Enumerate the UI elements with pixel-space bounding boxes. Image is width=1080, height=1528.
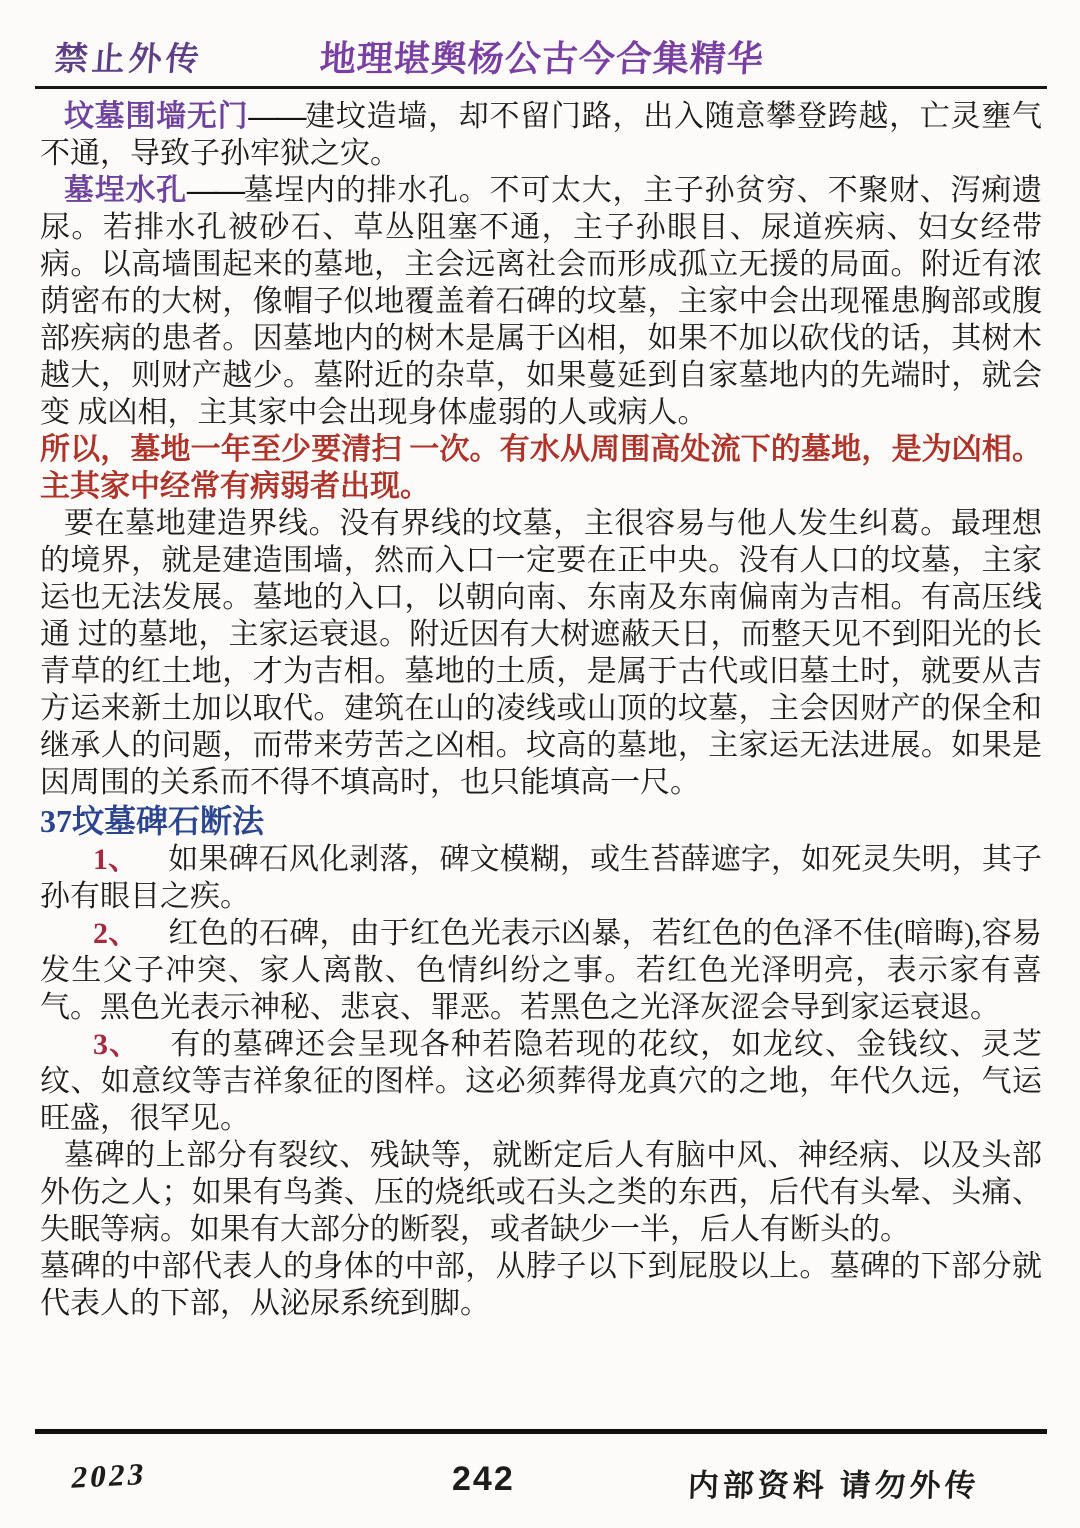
para-tomb-wall-text: 建坟造墙，却不留门路，出入随意攀登跨越，亡灵壅气不通，导致子孙牢狱之灾。: [40, 100, 1043, 170]
para-tombstone-upper: 墓碑的上部分有裂纹、残缺等，就断定后人有脑中风、神经病、以及头部外伤之人；如果有鸟粪、压的烧纸或石头之类的东西，后代有头晕、头痛、失眠等病。如果有大部分的断裂，或者缺少一半，后人有断头的。: [40, 1139, 1042, 1246]
item-number-2: 2、: [93, 917, 139, 950]
para-drain-hole-text: 墓埕内的排水孔。不可太大，主子孙贫穷、不聚财、泻痢遗尿。若排水孔被砂石、草丛阻塞不通，主子孙眼目、尿道疾病、妇女经带病。以高墙围起来的墓地，主会远离社会而形成孤立无援的局面。附近有浓荫密布的大树，像帽子似地覆盖着石碑的坟墓，主家中会出现罹患胸部或腹部疾病的患者。因墓地内的树木是属于凶相，如果不加以砍伐的话，其树木越大，则财产越少。墓附近的杂草，如果蔓延到自家墓地内的先端时，就会变 成凶相，主其家中会出现身体虚弱的人或病人。: [40, 174, 1043, 429]
term-tomb-wall-no-gate: 坟墓围墙无门: [64, 100, 249, 133]
header-divider: [35, 86, 1047, 89]
footer-year: 2023: [68, 1456, 150, 1495]
list-item-2: [40, 915, 1042, 1026]
page-footer: [0, 1452, 1080, 1512]
para-drain-hole: [40, 172, 1042, 431]
dash: ——: [248, 100, 305, 133]
item-number-1: 1、: [93, 843, 139, 876]
book-title: 地理堪舆杨公古今合集精华: [318, 38, 765, 79]
item-number-3: 3、: [93, 1028, 141, 1061]
page-body: [40, 98, 1042, 1322]
page-header: [55, 30, 1025, 82]
section-heading-37: 37坟墓碑石断法: [40, 803, 265, 839]
warning-paragraph: 所以，墓地一年至少要清扫 一次。有水从周围高处流下的墓地，是为凶相。主其家中经常有病弱者出现。: [40, 433, 1042, 503]
internal-notice: 内部资料 请勿外传: [687, 1468, 981, 1503]
para-tombstone-middle-lower: 墓碑的中部代表人的身体的中部，从脖子以下到屁股以上。墓碑的下部分就代表人的下部，从泌尿系统到脚。: [40, 1250, 1042, 1320]
footer-divider: [35, 1429, 1047, 1434]
list-item-1: [40, 841, 1042, 915]
item-text-2: 红色的石碑，由于红色光表示凶暴，若红色的色泽不佳(暗晦),容易发生父子冲突、家人离散、色情纠纷之事。若红色光泽明亮，表示家有喜气。黑色光表示神秘、悲哀、罪恶。若黑色之光泽灰涩会导到家运衰退。: [40, 917, 1042, 1024]
item-text-3: 有的墓碑还会呈现各种若隐若现的花纹，如龙纹、金钱纹、灵芝纹、如意纹等吉祥象征的图样。这必须葬得龙真穴的之地，年代久远，气运旺盛，很罕见。: [40, 1028, 1043, 1135]
item-text-1: 如果碑石风化剥落，碑文模糊，或生苔薛遮字，如死灵失明，其子孙有眼目之疾。: [40, 843, 1043, 913]
term-drain-hole: 墓埕水孔: [64, 174, 187, 207]
list-item-3: [40, 1026, 1042, 1137]
dash: ——: [186, 174, 243, 207]
page-number: 242: [452, 1460, 515, 1498]
para-tomb-wall-no-gate: [40, 98, 1042, 172]
para-boundary: 要在墓地建造界线。没有界线的坟墓，主很容易与他人发生纠葛。最理想的境界，就是建造围墙，然而入口一定要在正中央。没有人口的坟墓，主家运也无法发展。墓地的入口，以朝向南、东南及东南偏南为吉相。有高压线通 过的墓地，主家运衰退。附近因有大树遮蔽天日，而整天见不到阳光的长青草的红土地，才为吉相。墓地的土质，是属于古代或旧墓土时，就要从吉方运来新土加以取代。建筑在山的凌线或山顶的坟墓，主会因财产的保全和继承人的问题，而带来劳苦之凶相。坟高的墓地，主家运无法进展。如果是因周围的关系而不得不填高时，也只能填高一尺。: [40, 507, 1042, 799]
restricted-mark: 禁止外传: [53, 41, 205, 78]
